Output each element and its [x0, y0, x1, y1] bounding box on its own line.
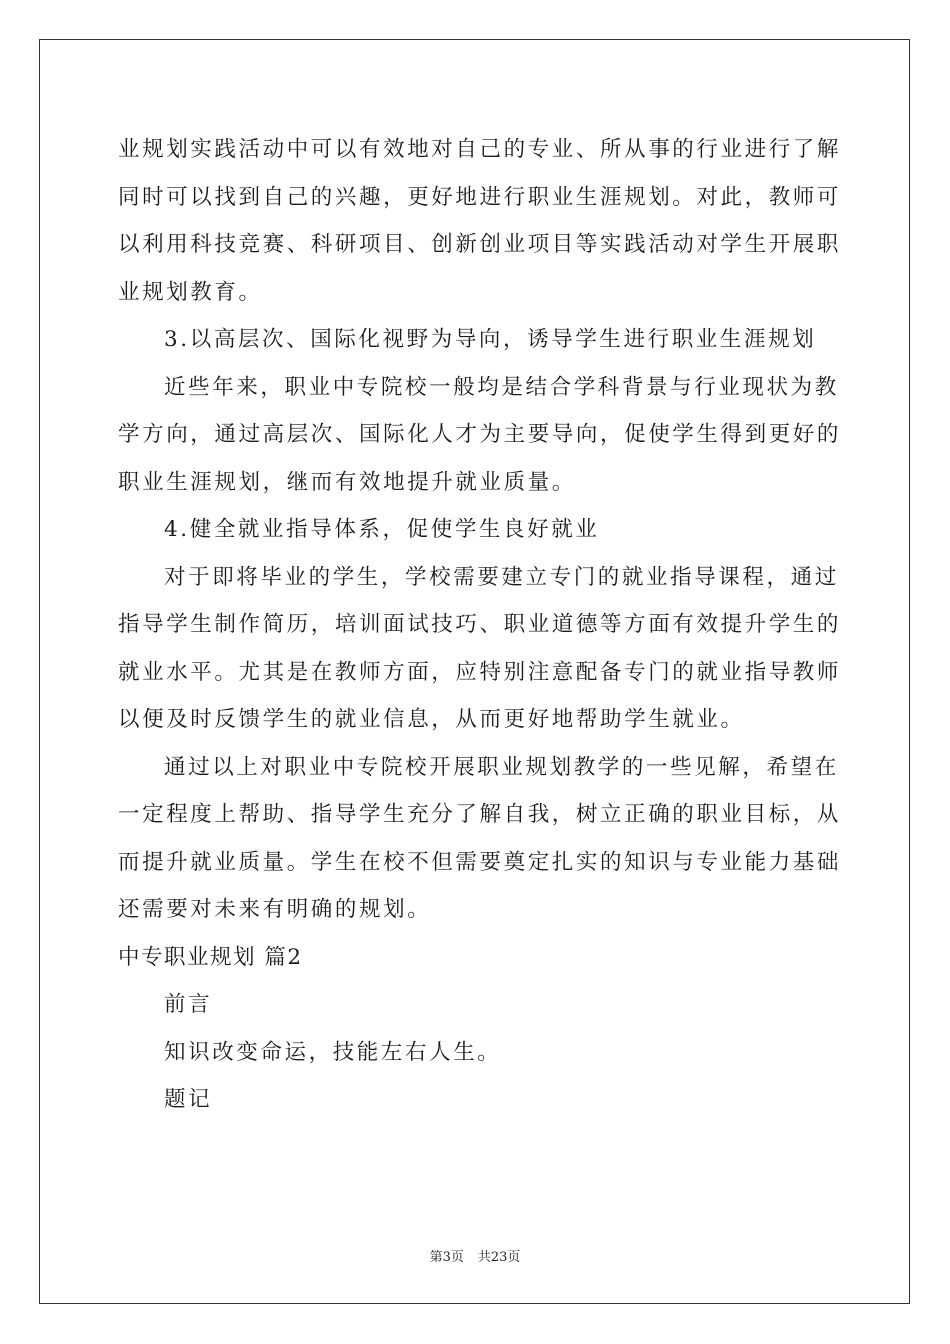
- text-line: 指导学生制作简历，培训面试技巧、职业道德等方面有效提升学生的: [118, 612, 842, 637]
- section-heading-4: 4.健全就业指导体系，促使学生良好就业: [164, 517, 600, 542]
- page-total: 共23页: [477, 1250, 521, 1265]
- text-line: 近些年来，职业中专院校一般均是结合学科背景与行业现状为教: [164, 374, 839, 400]
- text-line: 就业水平。尤其是在教师方面，应特别注意配备专门的就业指导教师: [118, 659, 842, 685]
- text-line: 以便及时反馈学生的就业信息，从而更好地帮助学生就业。: [118, 707, 745, 732]
- text-line: 一定程度上帮助、指导学生充分了解自我，树立正确的职业目标，从: [118, 802, 842, 827]
- text-line: 职业生涯规划，继而有效地提升就业质量。: [118, 469, 576, 495]
- text-line: 学方向，通过高层次、国际化人才为主要导向，促使学生得到更好的: [118, 422, 842, 447]
- text-line: 业规划教育。: [118, 279, 263, 305]
- text-line: 而提升就业质量。学生在校不但需要奠定扎实的知识与专业能力基础: [118, 849, 842, 875]
- text-line: 业规划实践活动中可以有效地对自己的专业、所从事的行业进行了解: [118, 137, 842, 162]
- subheading-preface: 前言: [164, 992, 213, 1017]
- text-line: 以利用科技竞赛、科研项目、创新创业项目等实践活动对学生开展职: [118, 232, 842, 257]
- text-line: 同时可以找到自己的兴趣，更好地进行职业生涯规划。对此，教师可: [118, 184, 842, 210]
- text-line: 通过以上对职业中专院校开展职业规划教学的一些见解，希望在: [164, 754, 839, 780]
- section-heading-3: 3.以高层次、国际化视野为导向，诱导学生进行职业生涯规划: [164, 327, 817, 352]
- page-number: 第3页: [429, 1250, 464, 1265]
- document-body: [118, 126, 842, 1124]
- text-line: 对于即将毕业的学生，学校需要建立专门的就业指导课程，通过: [164, 564, 839, 590]
- subheading-epigraph: 题记: [164, 1087, 213, 1112]
- page-footer: [0, 1246, 950, 1265]
- article-title: 中专职业规划 篇2: [118, 944, 303, 970]
- text-line: 知识改变命运，技能左右人生。: [164, 1039, 502, 1065]
- text-line: 还需要对未来有明确的规划。: [118, 897, 432, 922]
